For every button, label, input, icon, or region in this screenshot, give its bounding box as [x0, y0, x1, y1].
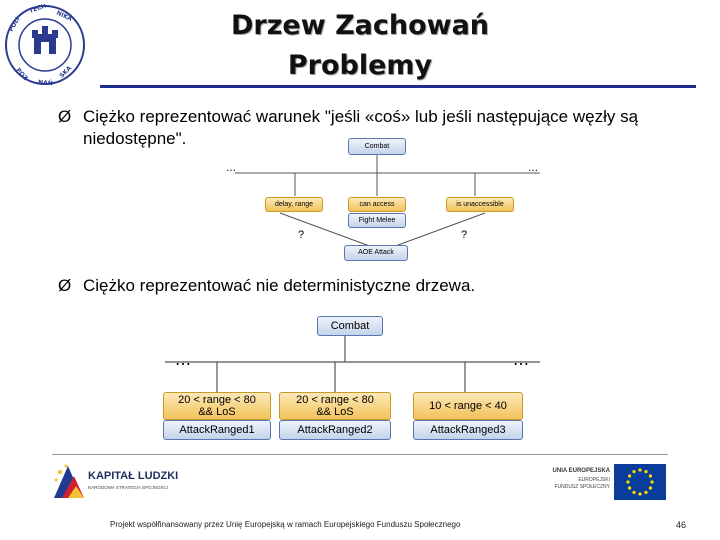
diagram2-action-1: AttackRanged1: [163, 420, 271, 440]
svg-text:SKA: SKA: [58, 64, 74, 80]
diagram1-ellipsis-right: …: [528, 163, 538, 174]
diagram1-bottom-node: AOE Attack: [344, 245, 408, 261]
diagram2-ellipsis-right: …: [513, 350, 529, 369]
diagram1-node-can-access: can access: [348, 197, 406, 212]
diagram-1: [220, 133, 550, 263]
kapital-ludzki-title: KAPITAŁ LUDZKI: [88, 470, 179, 482]
svg-text:NIKA: NIKA: [55, 9, 74, 23]
diagram1-question-right: ?: [461, 229, 468, 241]
eu-logo-line1: UNIA EUROPEJSKA: [552, 468, 610, 474]
diagram1-question-left: ?: [298, 229, 305, 241]
svg-text:NAŃ: NAŃ: [37, 79, 54, 86]
diagram2-condition-2-line1: 20 < range < 80: [296, 394, 374, 406]
diagram2-condition-1: [163, 392, 271, 420]
diagram2-root-node: Combat: [317, 316, 383, 336]
kapital-ludzki-subtitle: NARODOWA STRATEGIA SPÓJNOŚCI: [88, 485, 169, 490]
svg-text:POLI: POLI: [7, 16, 22, 33]
bullet-arrow-icon: Ø: [58, 107, 72, 126]
svg-text:POZ: POZ: [14, 66, 29, 82]
slide-title-line1: Drzew Zachowań: [230, 10, 490, 41]
diagram2-condition-2: [279, 392, 391, 420]
diagram2-condition-1-line2: && LoS: [198, 406, 236, 418]
diagram2-action-2: AttackRanged2: [279, 420, 391, 440]
bullet-2-text: Ciężko reprezentować nie deterministyczne drzewa.: [83, 276, 476, 295]
eu-flag-icon: [614, 464, 666, 500]
footer-text: Projekt współfinansowany przez Unię Europejską w ramach Europejskiego Funduszu Społecznego: [110, 520, 461, 529]
eu-logo-line2: EUROPEJSKI: [578, 477, 610, 483]
bullet-1-text: Ciężko reprezentować warunek "jeśli «coś» lub jeśli następujące węzły są niedostępne".: [83, 107, 639, 148]
bullet-2: [58, 275, 698, 299]
diagram1-node-delay-range: delay, range: [265, 197, 323, 212]
bullet-arrow-icon: Ø: [58, 276, 72, 295]
diagram1-root-node: Combat: [348, 138, 406, 155]
kapital-ludzki-logo: [52, 460, 202, 502]
eu-logo-line3: FUNDUSZ SPOŁECZNY: [554, 484, 610, 490]
diagram2-condition-3: 10 < range < 40: [413, 392, 523, 420]
title-underline: [100, 85, 696, 88]
diagram1-ellipsis-left: …: [226, 163, 236, 174]
slide-title-line2: Problemy: [287, 50, 433, 81]
page-number: 46: [676, 520, 687, 530]
eu-fund-logo: [520, 462, 670, 504]
diagram2-action-3: AttackRanged3: [413, 420, 523, 440]
diagram2-ellipsis-left: …: [175, 350, 191, 369]
footer-divider: [52, 454, 668, 455]
diagram2-condition-1-line1: 20 < range < 80: [178, 394, 256, 406]
diagram1-node-is-unaccessible: is unaccessible: [446, 197, 514, 212]
diagram2-condition-2-line2: && LoS: [316, 406, 354, 418]
svg-text:TECH: TECH: [28, 4, 48, 15]
diagram-2: [155, 310, 555, 445]
diagram1-subnode-fight-melee: Fight Melee: [348, 213, 406, 228]
